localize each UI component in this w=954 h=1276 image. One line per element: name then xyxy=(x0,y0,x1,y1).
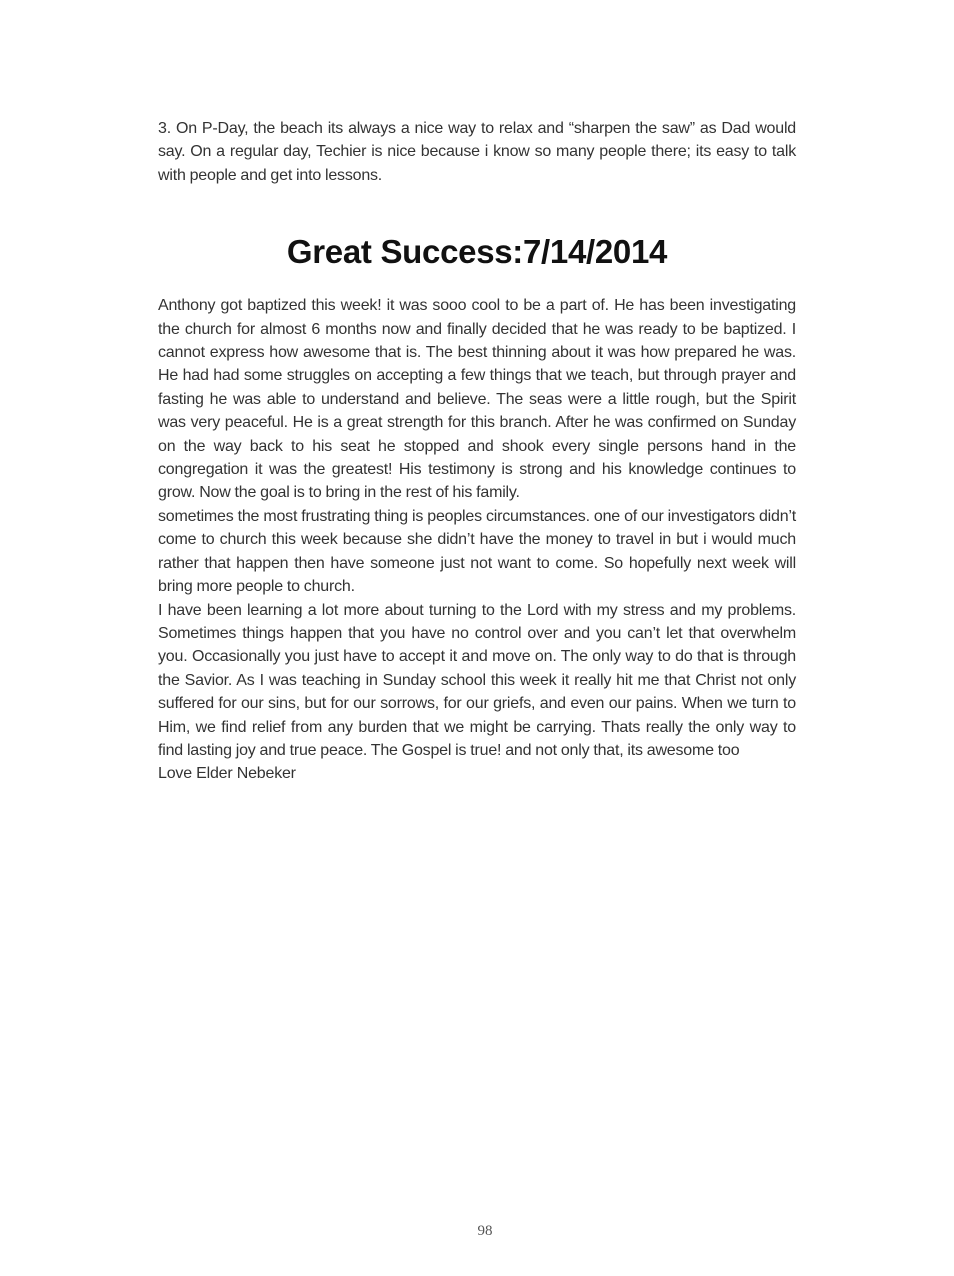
page-number: 98 xyxy=(477,1223,493,1239)
signoff: Love Elder Nebeker xyxy=(158,765,296,783)
page-content xyxy=(158,117,796,786)
body-paragraph-1: Anthony got baptized this week! it was sooo cool to be a part of. He has been investigating the church for almost 6 months now and finally decided that he was ready to be baptized. I cannot express how awesome that is. The best thinning about it was how prepared he was. He had had some struggles on accepting a few things that we teach, but through prayer and fasting he was able to understand and believe. The seas were a little rough, but the Spirit was very peaceful. He is a great strength for this branch. After he was confirmed on Sunday on the way back to his seat he stopped and shook every single persons hand in the congregation it was the greatest! His testimony is strong and his knowledge continues to grow. Now the goal is to bring in the rest of his family. xyxy=(158,297,796,502)
body-paragraph-3: I have been learning a lot more about turning to the Lord with my stress and my problems. Sometimes things happen that you have no control over and you can’t let that overwhelm you. Occasionally you just have to accept it and move on. The only way to do that is through the Savior. As I was teaching in Sunday school this week it really hit me that Christ not only suffered for our sins, but for our sorrows, for our griefs, and even our pains. When we turn to Him, we find relief from any burden that we might be carrying. Thats really the only way to find lasting joy and true peace. The Gospel is true! and not only that, its awesome too xyxy=(158,601,796,759)
section-heading: Great Success:7/14/2014 xyxy=(286,233,668,271)
body-paragraph-2: sometimes the most frustrating thing is peoples circumstances. one of our investigators didn’t come to church this week because she didn’t have the money to travel in but i would much rather that happen then have someone just not want to come. So hopefully next week will bring more people to church. xyxy=(158,507,796,596)
intro-paragraph: 3. On P-Day, the beach its always a nice way to relax and “sharpen the saw” as Dad would say. On a regular day, Techier is nice because i know so many people there; its easy to talk with people and get into lessons. xyxy=(158,120,796,184)
